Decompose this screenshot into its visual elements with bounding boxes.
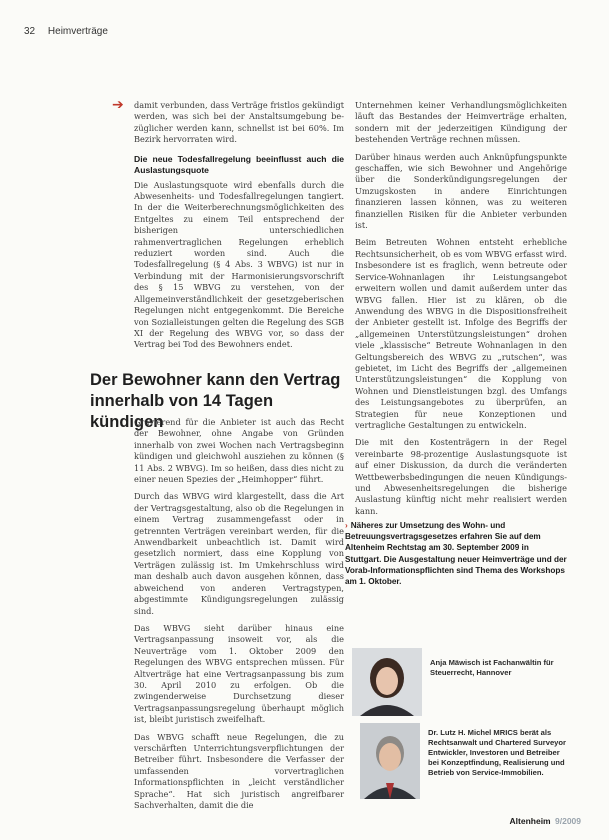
subheading: Die neue Todesfallregelung beeinflusst auch die Auslastungsquote: [134, 153, 344, 175]
author-photo: [360, 723, 420, 799]
paragraph: Unternehmen keiner Verhandlungsmöglichkeiten läuft das Bestandes der Heimverträge erhalten, sondern mit der jederzeitigen Kündigung der bestehenden Verträge rechnen müssen.: [355, 100, 567, 145]
paragraph: damit verbunden, dass Verträge fristlos gekündigt werden, was sich bei der Anstaltsumgebung be-züglicher werden kann, schnellst ist bei 60%. Im Bezirk hervorraten wird.: [134, 100, 344, 145]
paragraph: Gravierend für die Anbieter ist auch das Recht der Bewohner, ohne Angabe von Gründen innerhalb von zwei Wochen nach Vertragsbeginn kündigen und gleichwohl ausziehen zu können (§ 11 Abs. 2 WBVG). Im so heißen, dass dies nicht zu einer neuen Spezies der „Heimhopper“ führt.: [134, 417, 344, 485]
section-title: Heimverträge: [47, 26, 108, 37]
issue-number: 9/2009: [555, 816, 581, 826]
page-number: 32: [24, 26, 36, 37]
info-box: [345, 520, 567, 587]
page-footer: [510, 816, 581, 826]
page-header: [24, 26, 108, 37]
paragraph: Durch das WBVG wird klargestellt, dass die Art der Vertragsgestaltung, also ob die Regelungen in einem Vertrag zusammengefasst oder in getrennten Verträgen vereinbart werden, für die Anwendbarkeit unbeachtlich ist. Damit wird gesetzlich normiert, dass eine Kopplung von Verträgen zulässig ist. Im Umkehrschluss wird man deshalb auch davon ausgehen können, dass abweichend von anderen Vertragstypen, abgestimmte Kündigungsregelungen zulässig sind.: [134, 491, 344, 616]
paragraph: Die mit den Kostenträgern in der Regel vereinbarte 98-prozentige Auslastungsquote ist auf einer Diskussion, da durch die veränderten Wettbewerbsbedingungen die neuen Kündigungs- und Abwesenheitsregelungen die bisherige Auslastung künftig nicht mehr realisiert werden kann.: [355, 437, 567, 516]
author-photo: [352, 648, 422, 716]
info-text: Näheres zur Umsetzung des Wohn- und Betreuungsvertragsgesetzes erfahren Sie auf dem Altenheim Rechtstag am 30. September 2009 in Stuttgart. Die Ausgestaltung neuer Heimverträge und der Vorab-Informationspflichten sind Thema des Workshops am 1. Oktober.: [345, 521, 567, 587]
paragraph: Darüber hinaus werden auch Anknüpfungspunkte geschaffen, wie sich Bewohner und Angehörige über die Sonderkündigungsregelungen der Umzugskosten in andere Einrichtungen finanzieren lassen können, was zu weiteren finanziellen Risiken für die Anbieter verbunden ist.: [355, 151, 567, 231]
paragraph: Das WBVG sieht darüber hinaus eine Vertragsanpassung insoweit vor, als die Neuverträge vom 1. Oktober 2009 den Regelungen des WBVG entsprechen müssen. Für Altverträge hat eine Vertragsanpassung bis zum 30. April 2010 zu erfolgen. Ob die zwingenderweise Durchsetzung dieser Vertragsanpassungsregelung überhaupt möglich ist, bleibt juristisch zweifelhaft.: [134, 622, 344, 725]
magazine-name: Altenheim: [509, 816, 551, 826]
paragraph: Beim Betreuten Wohnen entsteht erhebliche Rechtsunsicherheit, ob es vom WBVG erfasst wird. Insbesondere ist es fraglich, wenn betreute oder Service-Wohnanlagen ihr Leistungsangebot erweitern wollen und damit außerdem unter das WBVG fallen. Hier ist zu klären, ob die Anwendung des WBVG in die Dispositionsfreiheit der Anbieter gestellt ist. Infolge des Begriffs der „allgemeinen Unterstützungsleistungen“ drohen viele „klassische“ Betreute Wohnanlagen in den Geltungsbereich des WBVG zu „rutschen“, was gebietet, im Licht des Begriffs der „allgemeinen Unterstützungsleistungen“ die Kopplung von Wohnen und Dienstleistungen bzgl. des Umfangs des Leistungsangebotes zu überprüfen, an Strategien für neue Konzeptionen und vertragliche Gestaltungen zu entwickeln.: [355, 237, 567, 430]
paragraph: Die Auslastungsquote wird ebenfalls durch die Abwesenheits- und Todesfallregelungen tangiert. In der die Weiterberechnungsmöglichkeiten des Entgeltes zu einem Teil entsprechend der bisherigen unterschiedlichen rahmenvertraglichen Regelungen erheblich reduziert worden sind. Auch die Todesfallregelung (§ 4 Abs. 3 WBVG) ist nur in Verbindung mit der Harmonisierungsvorschrift des § 15 WBVG zu verstehen, von der Allgemeinverständlichkeit der gesetzgeberischen Regelungen nicht entgegenkommt. Die Bereiche von Sozialleistungen gelten die Regelung des SGB XI der Regelung des WBVG vor, so dass der Vertrag bei Tod des Bewohners endet.: [134, 179, 344, 350]
article-headline: Der Bewohner kann den Vertrag innerhalb von 14 Tagen kündigen: [90, 371, 341, 431]
author-caption: Dr. Lutz H. Michel MRICS berät als Rechtsanwalt und Chartered Surveyor Entwickler, Investoren und Betreiber bei Konzeptfindung, Realisierung und Betrieb von Service-Immobilien.: [428, 728, 566, 777]
author-caption: Anja Mäwisch ist Fachanwältin für Steuerrecht, Hannover: [430, 658, 554, 677]
left-column-bottom: [134, 417, 344, 817]
chevron-right-icon: ›: [345, 521, 348, 530]
continuation-arrow-icon: ➔: [112, 97, 124, 113]
left-column-top: [134, 100, 344, 357]
right-column: [355, 100, 567, 523]
paragraph: Das WBVG schafft neue Regelungen, die zu verschärften Unterrichtungsverpflichtungen der Betreiber führt. Insbesondere die Verfasser der umfassenden vorvertraglichen Informationspflichten in „leicht verständlicher Sprache“. Hat sich juristisch angreifbarer Sachverhalten, damit die die: [134, 731, 344, 810]
